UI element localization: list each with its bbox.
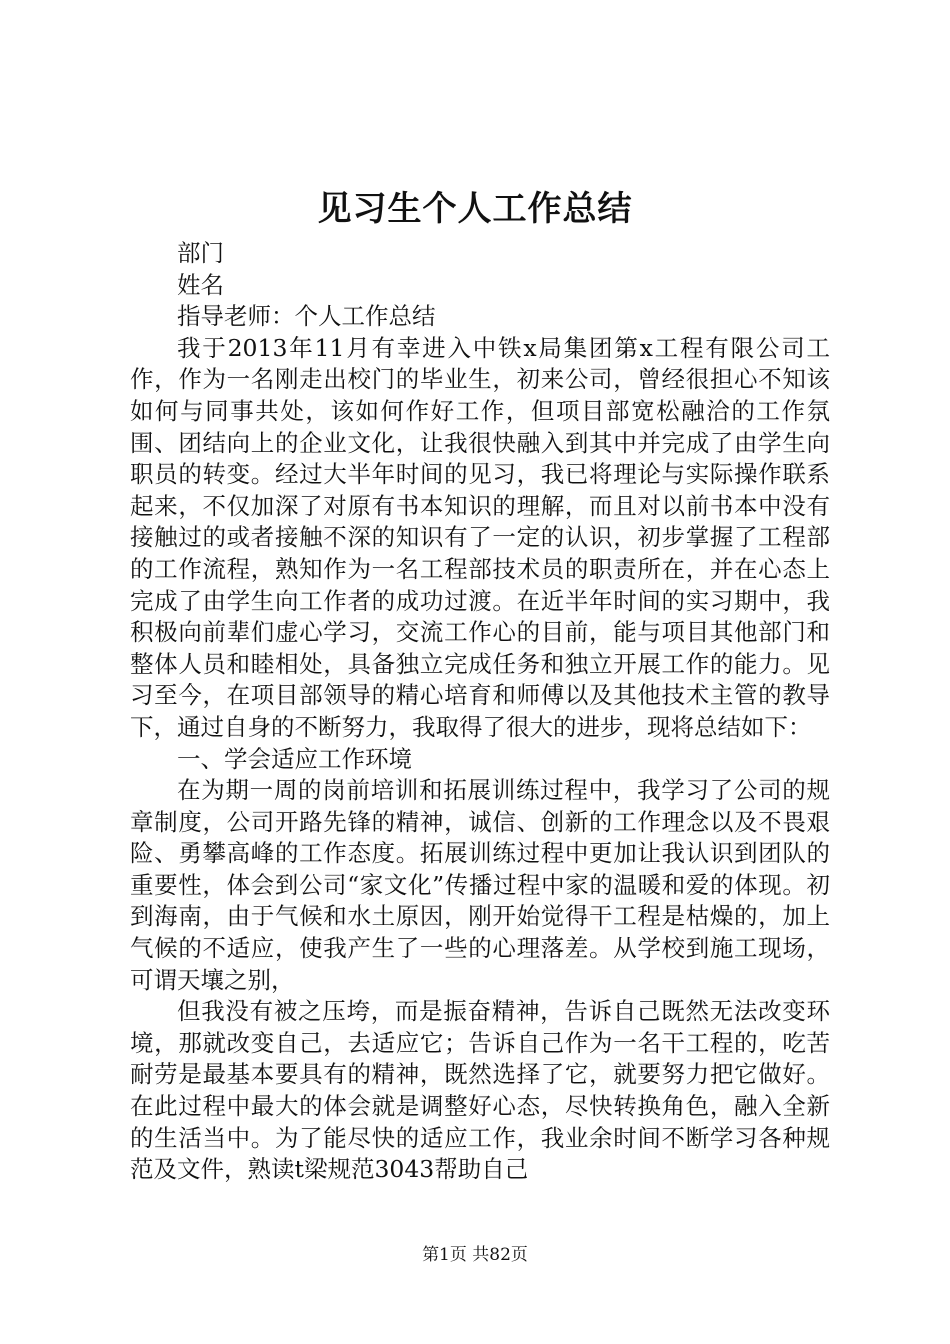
section-heading-1: 一、学会适应工作环境 — [177, 744, 412, 773]
department-field: 部门 — [177, 239, 224, 267]
document-title: 见习生个人工作总结 — [317, 189, 633, 229]
paragraph-training: 在为期一周的岗前培训和拓展训练过程中，我学习了公司的规章制度，公司开路先锋的精神，诚信、创新的工作理念以及不畏艰险、勇攀高峰的工作态度。拓展训练过程中更加让我认识到团队的重要性，体会到公司“家文化”传播过程中家的温暖和爱的体现。初到海南，由于气候和水土原因，刚开始觉得干工程是枯燥的，加上气候的不适应，使我产生了一些的心理落差。从学校到施工现场，可谓天壤之别， — [130, 776, 830, 994]
page-footer: 第1页 共82页 — [422, 1245, 528, 1265]
paragraph-intro: 我于2013年11月有幸进入中铁x局集团第x工程有限公司工作，作为一名刚走出校门的毕业生，初来公司，曾经很担心不知该如何与同事共处，该如何作好工作，但项目部宽松融洽的工作氛围、团结向上的企业文化，让我很快融入到其中并完成了由学生向职员的转变。经过大半年时间的见习，我已将理论与实际操作联系起来，不仅加深了对原有书本知识的理解，而且对以前书本中没有接触过的或者接触不深的知识有了一定的认识，初步掌握了工程部的工作流程，熟知作为一名工程部技术员的职责所在，并在心态上完成了由学生向工作者的成功过渡。在近半年时间的实习期中，我积极向前辈们虚心学习，交流工作心的目前，能与项目其他部门和整体人员和睦相处，具备独立完成任务和独立开展工作的能力。见习至今，在项目部领导的精心培育和师傅以及其他技术主管的教导下，通过自身的不断努力，我取得了很大的进步，现将总结如下： — [130, 333, 830, 741]
advisor-field: 指导老师：个人工作总结 — [177, 302, 436, 331]
document-body — [130, 238, 830, 1186]
paragraph-adapt: 但我没有被之压垮，而是振奋精神，告诉自己既然无法改变环境，那就改变自己，去适应它；告诉自己作为一名干工程的，吃苦耐劳是最基本要具有的精神，既然选择了它，就要努力把它做好。在此过程中最大的体会就是调整好心态，尽快转换角色，融入全新的生活当中。为了能尽快的适应工作，我业余时间不断学习各种规范及文件，熟读t梁规范3043帮助自己 — [130, 997, 830, 1184]
name-field: 姓名 — [177, 270, 224, 299]
